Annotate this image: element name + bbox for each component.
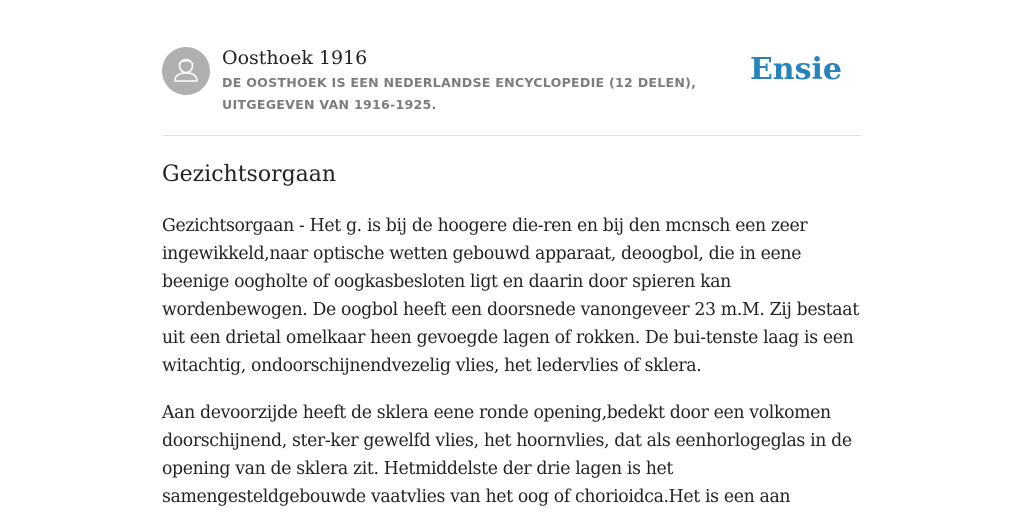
article-paragraph: Gezichtsorgaan - Het g. is bij de hoogere die-ren en bij den mcnsch een zeer ingewikkeld,naar optische wetten gebouwd apparaat, deoogbol, die in eene beenige oogholte of oogkasbesloten ligt en daarin door spieren kan wordenbewogen. De oogbol heeft een doorsnede vanongeveer 23 m.M. Zij bestaat uit een drietal omelkaar heen gevoegde lagen of rokken. De bui-tenste laag is een witachtig, ondoorschijnendvezelig vlies, het ledervlies of sklera.: [162, 216, 859, 376]
user-outline-icon: [162, 47, 210, 95]
source-title[interactable]: Oosthoek 1916: [222, 47, 368, 69]
article-paragraph: Aan devoorzijde heeft de sklera eene ronde opening,bedekt door een volkomen doorschijnend, ster-ker gewelfd vlies, het hoornvlies, dat als eenhorlogeglas in de opening van de sklera zit. Hetmiddelste der drie lagen is het samengesteldgebouwde vaatvlies van het oog of chorioidca.Het is een aan: [162, 403, 852, 507]
brand-logo[interactable]: Ensie: [749, 52, 842, 87]
article-body: [162, 212, 864, 512]
article-title: Gezichtsorgaan: [162, 162, 337, 187]
source-description: DE OOSTHOEK IS EEN NEDERLANDSE ENCYCLOPEDIE (12 DELEN), UITGEGEVEN VAN 1916-1925.: [222, 75, 697, 112]
header-divider: [162, 135, 862, 136]
source-header: [162, 44, 862, 136]
avatar[interactable]: [162, 47, 210, 95]
